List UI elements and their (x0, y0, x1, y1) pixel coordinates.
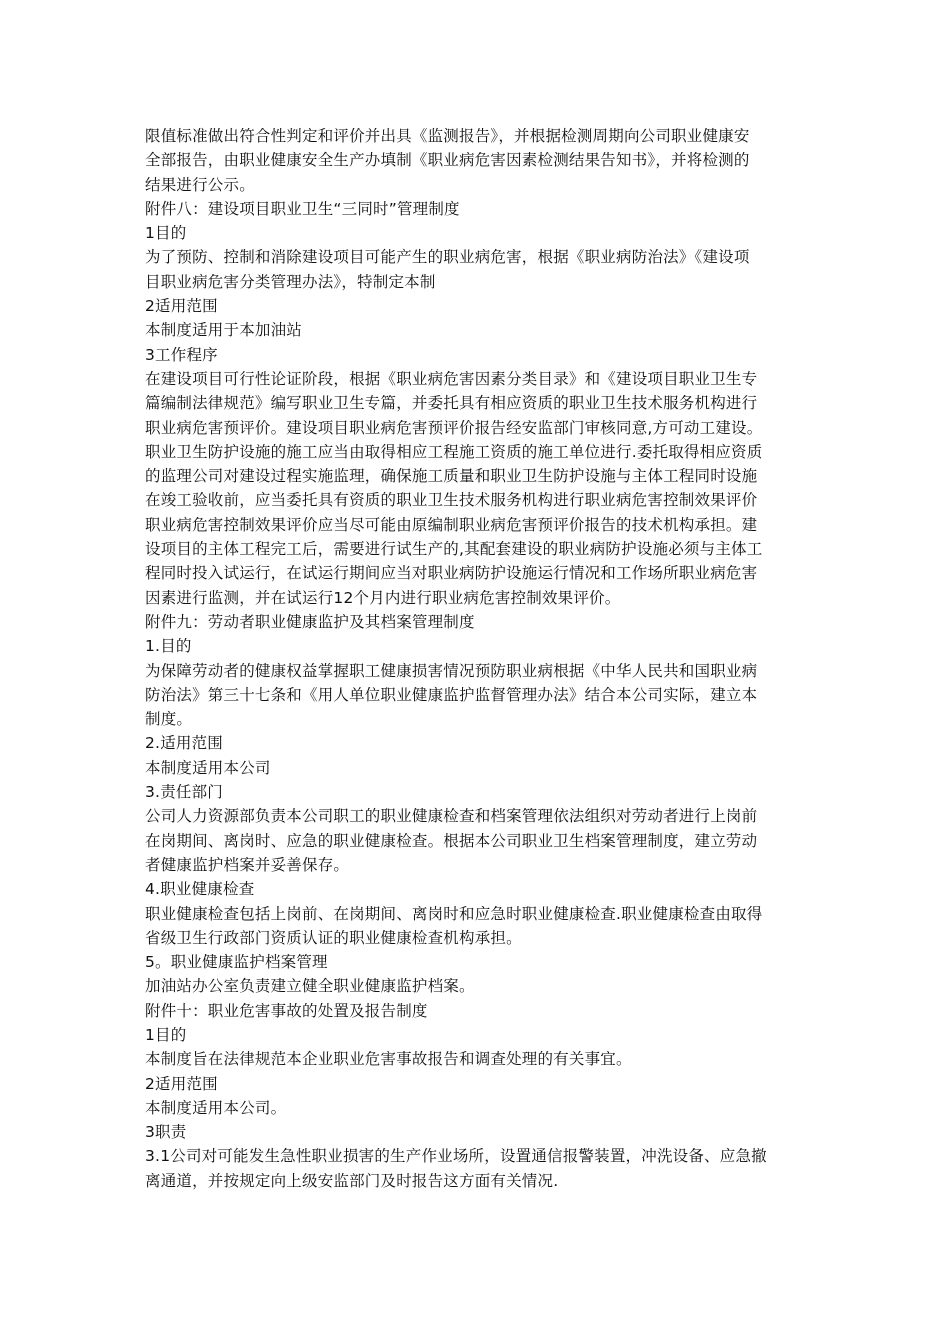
document-line: 4.职业健康检查 (145, 880, 255, 899)
document-line: 本制度适用于本加油站 (145, 321, 303, 340)
document-line: 篇编制法律规范》编写职业卫生专篇，并委托具有相应资质的职业卫生技术服务机构进行 (145, 394, 758, 413)
document-line: 本制度适用本公司。 (145, 1098, 287, 1117)
document-page (145, 124, 810, 1193)
document-line: 者健康监护档案并妥善保存。 (145, 855, 350, 874)
document-line: 职业卫生防护设施的施工应当由取得相应工程施工资质的施工单位进行.委托取得相应资质 (145, 442, 763, 461)
document-line: 附件十：职业危害事故的处置及报告制度 (145, 1001, 428, 1020)
document-line: 本制度适用本公司 (145, 758, 271, 777)
document-line: 1.目的 (145, 637, 192, 656)
document-line: 目职业病危害分类管理办法》，特制定本制 (145, 272, 436, 291)
document-line: 在竣工验收前，应当委托具有资质的职业卫生技术服务机构进行职业病危害控制效果评价 (145, 491, 758, 510)
document-line: 设项目的主体工程完工后，需要进行试生产的,其配套建设的职业病防护设施必须与主体工 (145, 540, 763, 559)
document-line: 2.适用范围 (145, 734, 223, 753)
document-line: 为保障劳动者的健康权益掌握职工健康损害情况预防职业病根据《中华人民共和国职业病 (145, 661, 758, 680)
document-line: 为了预防、控制和消除建设项目可能产生的职业病危害，根据《职业病防治法》《建设项 (145, 248, 750, 267)
document-line: 全部报告，由职业健康安全生产办填制《职业病危害因素检测结果告知书》，并将检测的 (145, 151, 750, 170)
document-line: 3工作程序 (145, 345, 218, 364)
document-line: 3.责任部门 (145, 783, 223, 802)
document-line: 制度。 (145, 710, 193, 729)
document-line: 2适用范围 (145, 297, 218, 316)
document-line: 省级卫生行政部门资质认证的职业健康检查机构承担。 (145, 928, 522, 947)
document-line: 公司人力资源部负责本公司职工的职业健康检查和档案管理依法组织对劳动者进行上岗前 (145, 807, 758, 826)
document-line: 加油站办公室负责建立健全职业健康监护档案。 (145, 977, 475, 996)
document-line: 限值标准做出符合性判定和评价并出具《监测报告》，并根据检测周期向公司职业健康安 (145, 127, 750, 145)
document-line: 离通道，并按规定向上级安监部门及时报告这方面有关情况. (145, 1171, 559, 1190)
document-line: 程同时投入试运行，在试运行期间应当对职业病防护设施运行情况和工作场所职业病危害 (145, 564, 758, 583)
document-line: 职业病危害预评价。建设项目职业病危害预评价报告经安监部门审核同意,方可动工建设。 (145, 418, 763, 437)
document-line: 1目的 (145, 224, 187, 243)
document-line: 在建设项目可行性论证阶段，根据《职业病危害因素分类目录》和《建设项目职业卫生专 (145, 369, 758, 388)
document-line: 3.1公司对可能发生急性职业损害的生产作业场所，设置通信报警装置，冲洗设备、应急撤 (145, 1147, 767, 1166)
document-line: 职业健康检查包括上岗前、在岗期间、离岗时和应急时职业健康检查.职业健康检查由取得 (145, 904, 763, 923)
document-line: 在岗期间、离岗时、应急的职业健康检查。根据本公司职业卫生档案管理制度，建立劳动 (145, 831, 758, 850)
document-line: 附件九：劳动者职业健康监护及其档案管理制度 (145, 612, 475, 631)
document-line: 2适用范围 (145, 1074, 218, 1093)
document-line: 结果进行公示。 (145, 175, 255, 194)
document-line: 5。职业健康监护档案管理 (145, 953, 328, 972)
document-line: 的监理公司对建设过程实施监理，确保施工质量和职业卫生防护设施与主体工程同时设施 (145, 467, 758, 486)
document-line: 本制度旨在法律规范本企业职业危害事故报告和调查处理的有关事宜。 (145, 1050, 632, 1069)
document-line: 1目的 (145, 1025, 187, 1044)
document-line: 因素进行监测，并在试运行12个月内进行职业病危害控制效果评价。 (145, 588, 621, 607)
document-line: 3职责 (145, 1123, 187, 1142)
document-line: 防治法》第三十七条和《用人单位职业健康监护监督管理办法》结合本公司实际，建立本 (145, 685, 758, 704)
document-line: 职业病危害控制效果评价应当尽可能由原编制职业病危害预评价报告的技术机构承担。建 (145, 515, 758, 534)
document-line: 附件八：建设项目职业卫生“三同时”管理制度 (145, 199, 460, 218)
